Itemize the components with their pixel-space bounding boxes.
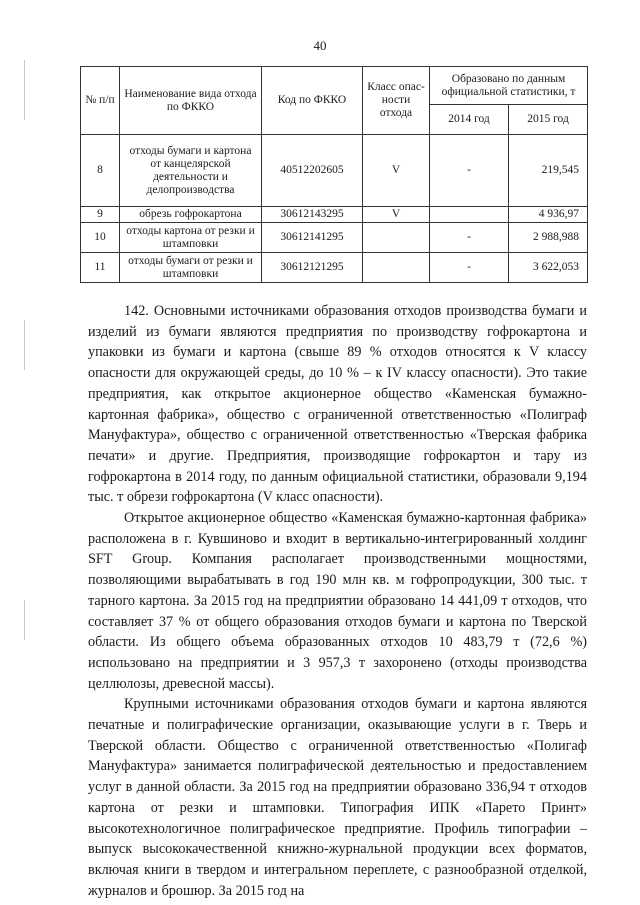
scan-margin-mark xyxy=(24,60,25,120)
header-year-2014: 2014 год xyxy=(430,105,509,135)
table-row xyxy=(81,253,588,283)
table-row xyxy=(81,207,588,223)
cell-class xyxy=(363,253,430,283)
cell-name: обрезь гофрокартона xyxy=(120,207,262,223)
paragraph-kamenskaya: Открытое акционерное общество «Каменская бумажно-картонная фабрика» расположена в г. Кувшиново и входит в вертикально-интегрированный холдинг SFT Group. Компания располагает производственными мощностями, позволяющими вырабатывать в год 190 млн кв. м гофропродукции, 300 тыс. т тарного картона. За 2015 год на предприятии образовано 14 441,09 т отходов, что составляет 37 % от общего образования отходов бумаги и картона по Тверской области. Из общего объема образованных отходов 10 483,79 т (72,6 %) использовано на предприятии и 3 957,3 т захоронено (отходы производства целлюлозы, древесной массы). xyxy=(88,510,587,692)
cell-class: V xyxy=(363,207,430,223)
cell-class xyxy=(363,223,430,253)
header-name: Наименование вида отхода по ФККО xyxy=(120,67,262,135)
cell-name: отходы картона от резки и штамповки xyxy=(120,223,262,253)
cell-num: 8 xyxy=(81,135,120,207)
cell-num: 9 xyxy=(81,207,120,223)
cell-name: отходы бумаги от резки и штамповки xyxy=(120,253,262,283)
paragraph-142: 142. Основными источниками образования отходов производства бумаги и изделий из бумаги являются предприятия по производству гофрокартона и упаковки из бумаги и картона (свыше 89 % отходов относятся к V классу опасности для окружающей среды, до 10 % – к IV классу опасности). Это такие предприятия, как открытое акционерное общество «Каменская бумажно-картонная фабрика», общество с ограниченной ответственностью «Полиграф Мануфактура», общество с ограниченной ответственностью «Тверская фабрика печати» и другие. Предприятия, производящие гофрокартон и тару из гофрокартона в 2014 году, по данным официальной статистики, образовали 9,194 тыс. т обрези гофрокартона (V класс опасности). xyxy=(88,303,587,506)
cell-2014: - xyxy=(430,253,509,283)
cell-2015: 2 988,988 xyxy=(509,223,588,253)
header-class: Класс опас-ности отхода xyxy=(363,67,430,135)
header-formed: Образовано по данным официальной статистики, т xyxy=(430,67,588,105)
cell-class: V xyxy=(363,135,430,207)
waste-table xyxy=(80,66,588,283)
cell-2014: - xyxy=(430,135,509,207)
scan-margin-mark xyxy=(24,600,25,640)
cell-code: 30612121295 xyxy=(262,253,363,283)
cell-2015: 219,545 xyxy=(509,135,588,207)
header-num: № п/п xyxy=(81,67,120,135)
header-year-2015: 2015 год xyxy=(509,105,588,135)
table-row xyxy=(81,135,588,207)
cell-2015: 3 622,053 xyxy=(509,253,588,283)
cell-code: 30612141295 xyxy=(262,223,363,253)
body-text xyxy=(88,301,587,901)
cell-2014 xyxy=(430,207,509,223)
cell-code: 40512202605 xyxy=(262,135,363,207)
scan-margin-mark xyxy=(24,320,25,370)
page-number: 40 xyxy=(313,38,327,53)
table-row xyxy=(81,223,588,253)
cell-code: 30612143295 xyxy=(262,207,363,223)
cell-name: отходы бумаги и картона от канцелярской деятельности и делопроизводства xyxy=(120,135,262,207)
cell-2015: 4 936,97 xyxy=(509,207,588,223)
cell-num: 10 xyxy=(81,223,120,253)
cell-num: 11 xyxy=(81,253,120,283)
cell-2014: - xyxy=(430,223,509,253)
header-code: Код по ФККО xyxy=(262,67,363,135)
paragraph-printing: Крупными источниками образования отходов бумаги и картона являются печатные и полиграфические организации, оказывающие услуги в г. Тверь и Тверской области. Общество с ограниченной ответственностью «Полигаф Мануфактура» занимается полиграфической деятельностью и предоставлением услуг в данной области. За 2015 год на предприятии образовано 336,94 т отходов картона от резки и штамповки. Типография ИПК «Парето Принт» высокотехнологичное полиграфическое предприятие. Профиль типографии – выпуск высококачественной книжно-журнальной продукции всех форматов, включая книги в твердом и интегральном переплете, с разнообразной отделкой, журналов и брошюр. За 2015 год на xyxy=(88,696,587,899)
